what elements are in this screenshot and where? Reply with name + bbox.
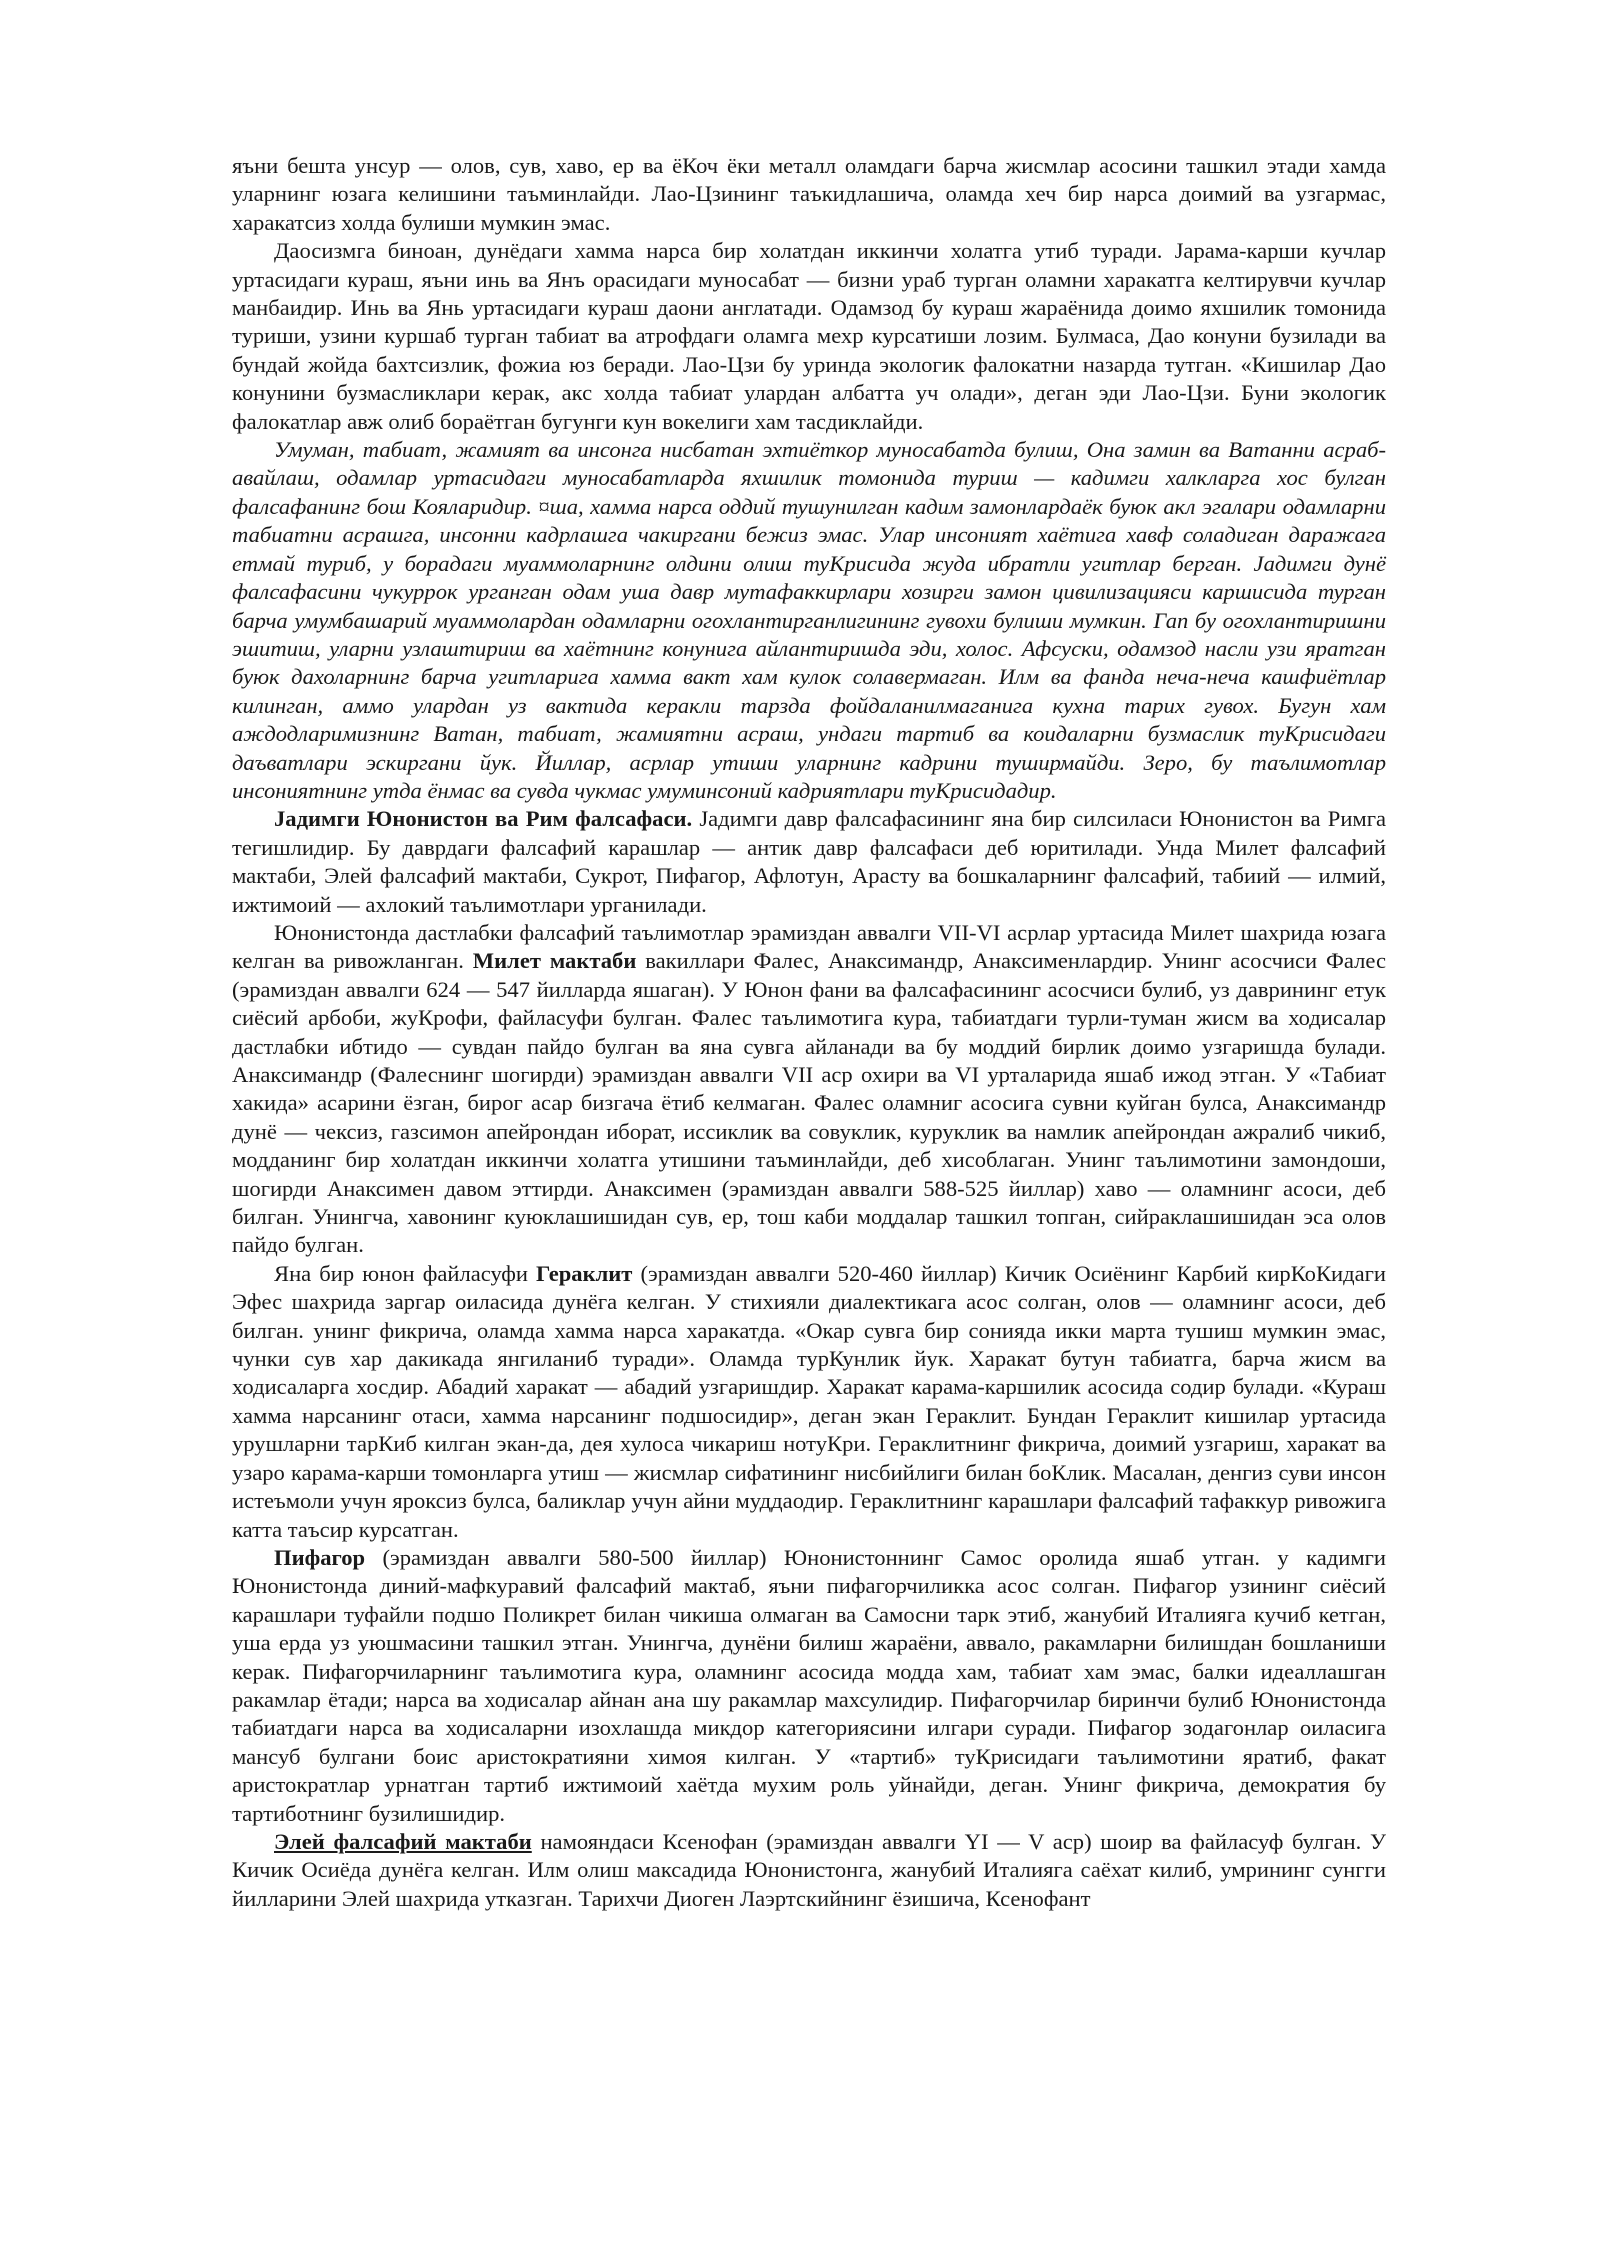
paragraph-text: Яна бир юнон файласуфи bbox=[274, 1260, 537, 1286]
term-heraclitus: Гераклит bbox=[536, 1260, 633, 1286]
paragraph-milet-school bbox=[232, 919, 1386, 1260]
paragraph-text: намояндаси Ксенофан (эрамиздан аввалги YI — V аср) шоир ва файласуф булган. У Кичик Осиёда дунёга келган. Илм олиш максадида Юнонистонга, жанубий Италияга саёхат килиб, умрининг сунгги йилларини Элей шахрида утказган. Тарихчи Диоген Лаэртскийнинг ёзишича, Ксенофант bbox=[232, 1828, 1386, 1911]
paragraph-text: Јадимги давр фалсафасининг яна бир силсиласи Юнонистон ва Римга тегишлидир. Бу даврдаги фалсафий карашлар — антик давр фалсафаси деб юритилади. Унда Милет фалсафий мактаби, Элей фалсафий мактаби, Сукрот, Пифагор, Афлотун, Арасту ва бошкаларнинг фалсафий, табиий — илмий, ижтимоий — ахлокий таълимотлари урганилади. bbox=[232, 806, 1386, 917]
document-page bbox=[232, 152, 1386, 1913]
paragraph-heraclitus bbox=[232, 1260, 1386, 1544]
paragraph-pythagoras bbox=[232, 1544, 1386, 1828]
paragraph-five-elements bbox=[232, 152, 1386, 237]
term-pythagoras: Пифагор bbox=[274, 1544, 366, 1570]
term-milet-school: Милет мактаби bbox=[472, 948, 637, 974]
paragraph-text: (эрамиздан аввалги 580-500 йиллар) Юнонистоннинг Самос оролида яшаб утган. у кадимги Юнонистонда диний-мафкуравий фалсафий мактаб, яъни пифагорчиликка асос солган. Пифагор узининг сиёсий карашлари туфайли подшо Поликрет билан чикиша олмаган ва Самосни тарк этиб, жанубий Италияга кучиб кетган, уша ерда уз уюшмасини ташкил этган. Унингча, дунёни билиш жараёни, аввало, ракамларни билишдан бошланиши керак. Пифагорчиларнинг таълимотига кура, оламнинг асосида модда хам, табиат хам эмас, балки идеаллашган ракамлар ётади; нарса ва ходисалар айнан ана шу ракамлар махсулидир. Пифагорчилар биринчи булиб Юнонистонда табиатдаги нарса ва ходисаларни изохлашда микдор категориясини илгари суради. Пифагор зодагонлар оиласига мансуб булгани боис аристократияни химоя килган. У «тартиб» туКрисидаги таълимотини яратиб, факат аристократлар урнатган тартиб ижтимоий хаётда мухим роль уйнайди, деган. Унинг фикрича, демократия бу тартиботнинг бузилишидир. bbox=[232, 1544, 1386, 1826]
paragraph-eleatic-school bbox=[232, 1828, 1386, 1913]
paragraph-text: вакиллари Фалес, Анаксимандр, Анаксименлардир. Унинг асосчиси Фалес (эрамиздан аввалги 624 — 547 йилларда яшаган). У Юнон фани ва фалсафасининг асосчиси булиб, уз даврининг етук сиёсий арбоби, жуКрофи, файласуфи булган. Фалес таълимотига кура, табиатдаги турли-туман жисм ва ходисалар дастлабки ибтидо — сувдан пайдо булган ва яна сувга айланади ва бу моддий бирлик доимо узгаришда булади. Анаксимандр (Фалеснинг шогирди) эрамиздан аввалги VII аср охири ва VI урталарида яшаб ижод этган. У «Табиат хакида» асарини ёзган, бирог асар бизгача ётиб келмаган. Фалес оламниг асосига сувни куйган булса, Анаксимандр дунё — чексиз, газсимон апейрондан иборат, иссиклик ва совуклик, куруклик ва намлик апейрондан ажралиб чикиб, модданинг бир холатдан иккинчи холатга утишини таъминлайди, деб хисоблаган. Унинг таълимотини замондоши, шогирди Анаксимен давом эттирди. Анаксимен (эрамиздан аввалги 588-525 йиллар) хаво — оламнинг асоси, деб билган. Унингча, хавонинг куюклашишидан сув, ер, тош каби моддалар ташкил топган, сийраклашишидан эса олов пайдо булган. bbox=[232, 948, 1386, 1258]
paragraph-text: (эрамиздан аввалги 520-460 йиллар) Кичик Осиёнинг Карбий кирКоКидаги Эфес шахрида заргар оиласида дунёга келган. У стихияли диалектикага асос солган, олов — оламнинг асоси, деб билган. унинг фикрича, оламда хамма нарса харакатда. «Окар сувга бир сонияда икки марта тушиш мумкин эмас, чунки сув хар дакикада янгиланиб туради». Оламда турКунлик йук. Харакат бутун табиатга, барча жисм ва ходисаларга хосдир. Абадий харакат — абадий узгаришдир. Харакат карама-каршилик асосида содир булади. «Кураш хамма нарсанинг отаси, хамма нарсанинг подшосидир», деган экан Гераклит. Бундан Гераклит кишилар уртасида урушларни тарКиб килган экан-да, дея хулоса чикариш нотуКри. Гераклитнинг фикрича, доимий узгариш, харакат ва узаро карама-карши томонларга утиш — жисмлар сифатининг нисбийлиги билан боКлик. Масалан, денгиз суви инсон истеъмоли учун яроксиз булса, баликлар учун айни муддаодир. Гераклитнинг карашлари фалсафий тафаккур ривожига катта таъсир курсатган. bbox=[232, 1260, 1386, 1542]
section-heading-greece-rome: Јадимги Юнонистон ва Рим фалсафаси. bbox=[274, 806, 693, 832]
paragraph-greece-rome bbox=[232, 805, 1386, 919]
paragraph-text: Умуман, табиат, жамият ва инсонга нисбатан эхтиёткор муносабатда булиш, Она замин ва Ватанни асраб-авайлаш, одамлар уртасидаги муносабатларда яхшилик томонида туриш — кадимги халкларга хос булган фалсафанинг бош Кояларидир. ¤ша, хамма нарса оддий тушунилган кадим замонлардаёк буюк акл эгалари одамларни табиатни асрашга, инсонни кадрлашга чакиргани бежиз эмас. Улар инсоният хаётига хавф соладиган даражага етмай туриб, у борадаги муаммоларнинг олдини олиш туКрисида жуда ибратли угитлар берган. Јадимги дунё фалсафасини чукуррок урганган одам уша давр мутафаккирлари хозирги замон цивилизацияси каршисида турган барча умумбашарий муаммолардан одамларни огохлантирганлигининг гувохи булиши мумкин. Гап бу огохлантиришни эшитиш, уларни узлаштириш ва хаётнинг конунига айлантиришда эди, холос. Афсуски, одамзод насли узи яратган буюк дахоларнинг барча угитларига хамма вакт хам кулок солавермаган. Илм ва фанда неча-неча кашфиётлар килинган, аммо улардан уз вактида керакли тарзда фойдаланилмаганига кухна тарих гувох. Бугун хам аждодларимизнинг Ватан, табиат, жамиятни асраш, ундаги тартиб ва коидаларни бузмаслик туКрисидаги даъватлари эскиргани йук. Йиллар, асрлар утиши уларнинг кадрини туширмайди. Зеро, бу таълимотлар инсониятнинг утда ёнмас ва сувда чукмас умуминсоний кадриятлари туКрисидадир. bbox=[232, 437, 1386, 803]
paragraph-text: Даосизмга биноан, дунёдаги хамма нарса бир холатдан иккинчи холатга утиб туради. Јарама-карши кучлар уртасидаги кураш, яъни инь ва Янъ орасидаги муносабат — бизни ураб турган оламни харакатга келтирувчи кучлар манбаидир. Инь ва Янь уртасидаги кураш даони англатади. Одамзод бу кураш жараёнида доимо яхшилик томонида туриши, узини куршаб турган табиат ва атрофдаги оламга мехр курсатиши лозим. Булмаса, Дао конуни бузилади ва бундай жойда бахтсизлик, фожиа юз беради. Лао-Цзи бу уринда экологик фалокатни назарда тутган. «Кишилар Дао конунини бузмасликлари керак, акс холда табиат улардан албатта уч олади», деган эди Лао-Цзи. Буни экологик фалокатлар авж олиб бораётган бугунги кун вокелиги хам тасдиклайди. bbox=[232, 238, 1386, 434]
paragraph-text: Юнонистонда дастлабки фалсафий таълимотлар эрамиздан аввалги VII-VI асрлар уртасида Милет шахрида юзага келган ва ривожланган. bbox=[232, 919, 1386, 974]
term-eleatic-school: Элей фалсафий мактаби bbox=[274, 1828, 532, 1854]
paragraph-italic-summary bbox=[232, 436, 1386, 805]
paragraph-daoism bbox=[232, 237, 1386, 436]
paragraph-text: яъни бешта унсур — олов, сув, хаво, ер ва ёКоч ёки металл оламдаги барча жисмлар асосини ташкил этади хамда уларнинг юзага келишини таъминлайди. Лао-Цзининг таъкидлашича, оламда хеч бир нарса доимий ва узгармас, харакатсиз холда булиши мумкин эмас. bbox=[232, 153, 1386, 235]
